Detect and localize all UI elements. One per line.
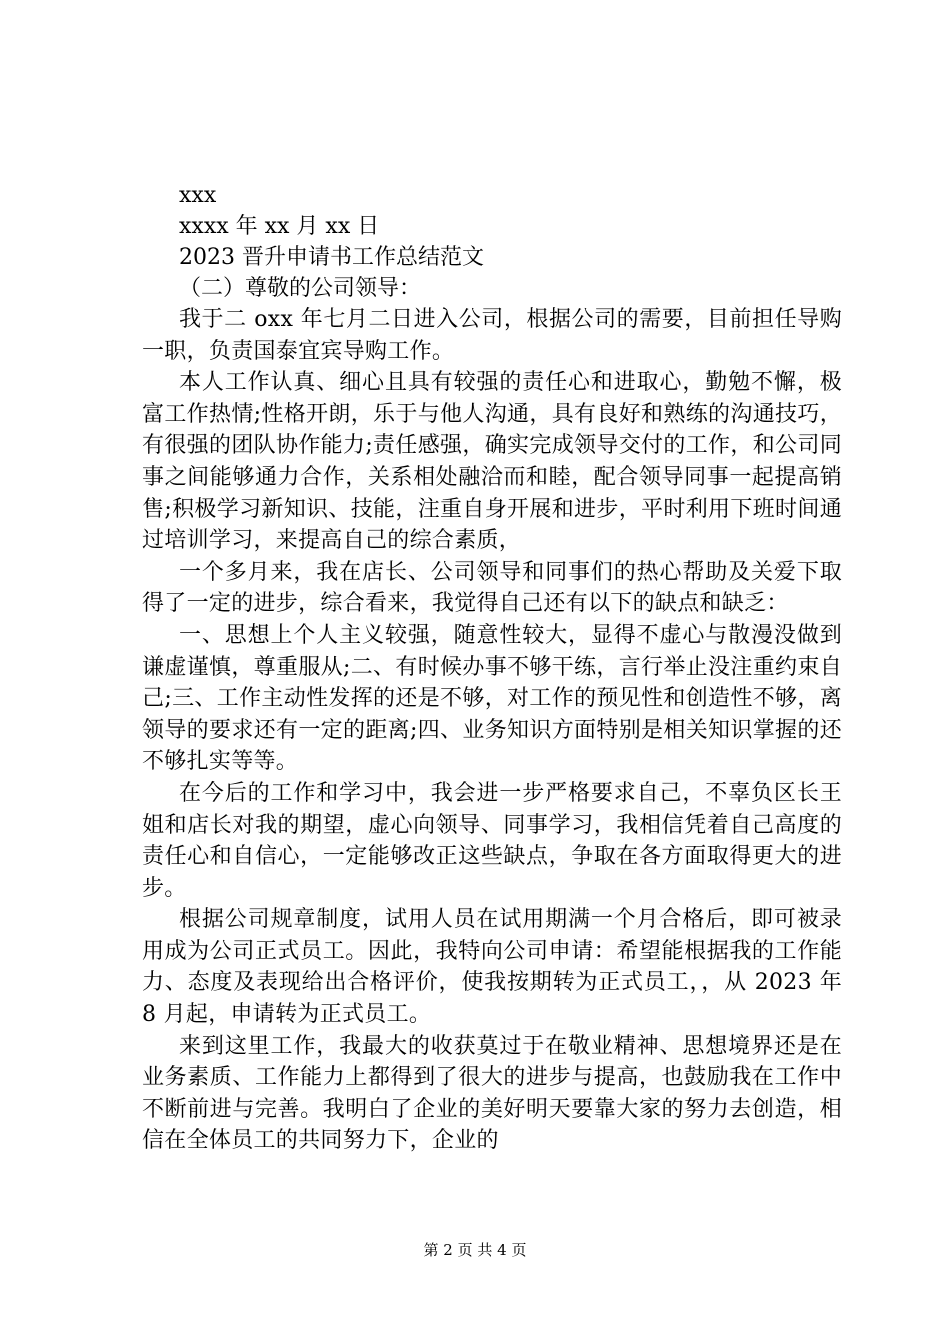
document-title: 2023 晋升申请书工作总结范文	[179, 245, 484, 270]
salutation: （二）尊敬的公司领导：	[179, 276, 422, 301]
document-body	[142, 180, 842, 1157]
author-line: xxx	[179, 183, 217, 208]
paragraph: 我于二 oxx 年七月二日进入公司，根据公司的需要，目前担任导购一职，负责国泰宜宾导购工作。	[142, 307, 842, 364]
paragraph: 来到这里工作，我最大的收获莫过于在敬业精神、思想境界还是在业务素质、工作能力上都得到了很大的进步与提高，也鼓励我在工作中不断前进与完善。我明白了企业的美好明天要靠大家的努力去创造，相信在全体员工的共同努力下，企业的	[142, 1033, 842, 1154]
date-line: xxxx 年 xx 月 xx 日	[179, 214, 380, 239]
paragraph: 在今后的工作和学习中，我会进一步严格要求自己，不辜负区长王姐和店长对我的期望，虚心向领导、同事学习，我相信凭着自己高度的责任心和自信心，一定能够改正这些缺点，争取在各方面取得更大的进步。	[142, 780, 842, 901]
paragraph: 根据公司规章制度，试用人员在试用期满一个月合格后，即可被录用成为公司正式员工。因此，我特向公司申请：希望能根据我的工作能力、态度及表现给出合格评价，使我按期转为正式员工，，从 2023 年 8 月起，申请转为正式员工。	[142, 907, 842, 1028]
paragraph: 一、思想上个人主义较强，随意性较大，显得不虚心与散漫没做到谦虚谨慎，尊重服从;二、有时候办事不够干练，言行举止没注重约束自己;三、工作主动性发挥的还是不够，对工作的预见性和创造性不够，离领导的要求还有一定的距离;四、业务知识方面特别是相关知识掌握的还不够扎实等等。	[142, 622, 842, 775]
paragraph: 一个多月来，我在店长、公司领导和同事们的热心帮助及关爱下取得了一定的进步，综合看来，我觉得自己还有以下的缺点和缺乏：	[142, 559, 842, 617]
page-footer: 第 2 页 共 4 页	[423, 1241, 527, 1259]
paragraph: 本人工作认真、细心且具有较强的责任心和进取心，勤勉不懈，极富工作热情;性格开朗，乐于与他人沟通，具有良好和熟练的沟通技巧，有很强的团队协作能力;责任感强，确实完成领导交付的工作，和公司同事之间能够通力合作，关系相处融洽而和睦，配合领导同事一起提高销售;积极学习新知识、技能，注重自身开展和进步，平时利用下班时间通过培训学习，来提高自己的综合素质，	[142, 370, 842, 554]
